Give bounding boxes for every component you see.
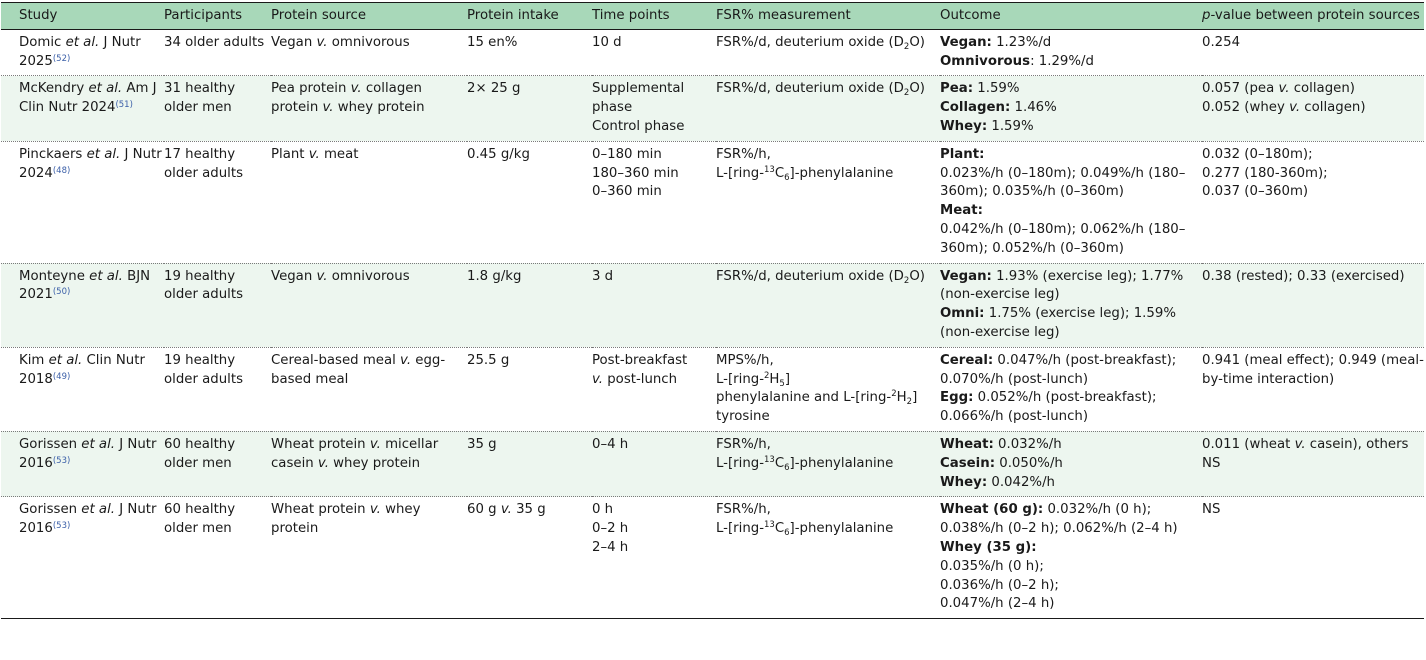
time-point: 0–360 min: [592, 184, 662, 200]
study-journal: J Nutr 2025: [19, 34, 141, 69]
outcome-entry: [940, 352, 1202, 390]
source-part: v.: [316, 34, 328, 50]
cell-participants: 31 healthy older men: [164, 76, 271, 141]
fsr-text: L-[ring-: [716, 165, 764, 181]
p-value-text: collagen): [1300, 100, 1366, 116]
study-journal: J Nutr 2016: [19, 502, 157, 537]
cell-protein-source: [271, 497, 467, 619]
study-author: Monteyne: [19, 268, 90, 284]
cell-time-points: [592, 497, 716, 619]
intake-part: 15 en%: [467, 34, 518, 50]
cell-p-value: [1202, 497, 1424, 619]
p-value-line: 0.941 (meal effect); 0.949 (meal-by-time interaction): [1202, 352, 1424, 387]
outcome-label: Egg:: [940, 390, 974, 406]
source-part: v.: [350, 81, 362, 97]
fsr-text: O): [909, 81, 925, 97]
study-journal: Clin Nutr 2018: [19, 352, 145, 387]
fsr-line: FSR%/h,: [716, 436, 771, 452]
outcome-text: 0.032%/h (0 h); 0.038%/h (0–2 h); 0.062%/h (2–4 h): [940, 502, 1178, 537]
study-etal: et al.: [88, 81, 123, 97]
study-ref: (51): [115, 100, 133, 111]
p-value-line: NS: [1202, 502, 1221, 518]
study-journal: BJN 2021: [19, 268, 151, 303]
study-etal: et al.: [65, 34, 100, 50]
study-etal: et al.: [86, 146, 121, 162]
source-part: collagen protein: [271, 81, 422, 116]
p-value-line: [1202, 436, 1424, 474]
p-value-text: 0.052 (whey: [1202, 100, 1290, 116]
outcome-text: 0.023%/h (0–180m); 0.049%/h (180–360m); 0.035%/h (0–360m): [940, 165, 1186, 200]
p-value-line: 0.254: [1202, 34, 1241, 50]
time-point: 3 d: [592, 268, 614, 284]
fsr-line: FSR%/h,: [716, 146, 771, 162]
outcome-text: 0.052%/h (post-breakfast); 0.066%/h (post-lunch): [940, 390, 1157, 425]
cell-study: [1, 263, 164, 347]
fsr-sub: 5: [779, 378, 785, 389]
cell-time-points: [592, 141, 716, 263]
p-value-line: [1202, 80, 1424, 99]
fsr-line: [716, 165, 940, 184]
cell-protein-intake: [467, 76, 592, 141]
fsr-text: H: [769, 371, 780, 387]
table-row: [1, 141, 1424, 263]
intake-part: 25.5 g: [467, 352, 510, 368]
study-ref: (50): [52, 287, 71, 298]
outcome-entry: [940, 474, 1202, 493]
cell-study: [1, 76, 164, 141]
header-protein-source: Protein source: [271, 3, 467, 30]
outcome-entry: [940, 268, 1202, 306]
outcome-label: Collagen:: [940, 100, 1011, 116]
fsr-line: [716, 371, 940, 390]
study-ref: (49): [52, 371, 71, 382]
cell-fsr-measurement: [716, 29, 940, 76]
table-row: [1, 497, 1424, 619]
fsr-text: L-[ring-: [716, 455, 764, 471]
header-row: [1, 3, 1424, 30]
source-part: whey protein: [271, 502, 421, 537]
fsr-line: MPS%/h,: [716, 352, 774, 368]
p-value-text: collagen): [1289, 81, 1355, 97]
cell-protein-intake: [467, 29, 592, 76]
outcome-text: 1.59%: [973, 81, 1020, 97]
outcome-entry: [940, 34, 1202, 53]
cell-protein-source: [271, 347, 467, 431]
study-ref: (48): [52, 165, 71, 176]
cell-p-value: [1202, 141, 1424, 263]
fsr-text: C: [774, 165, 785, 181]
fsr-text: FSR%/d, deuterium oxide (D: [716, 268, 904, 284]
cell-protein-source: [271, 431, 467, 496]
fsr-sub: 2: [906, 397, 913, 408]
outcome-label: Omni:: [940, 306, 985, 322]
outcome-entry: [940, 436, 1202, 455]
cell-fsr-measurement: [716, 431, 940, 496]
source-part: v.: [369, 436, 381, 452]
outcome-text: 1.93% (exercise leg); 1.77% (non-exercise leg): [940, 268, 1184, 303]
source-part: v.: [317, 455, 329, 471]
cell-outcome: [940, 263, 1202, 347]
p-value-line: 0.032 (0–180m);: [1202, 146, 1313, 162]
cell-outcome: [940, 141, 1202, 263]
source-part: Pea protein: [271, 81, 351, 97]
source-part: v.: [369, 502, 381, 518]
table-row: [1, 263, 1424, 347]
outcome-label: Vegan:: [940, 34, 992, 50]
fsr-text: ]-phenylalanine: [789, 521, 894, 537]
cell-time-points: [592, 431, 716, 496]
fsr-sub: 6: [784, 528, 790, 539]
cell-time-points: [592, 76, 716, 141]
cell-time-points: [592, 29, 716, 76]
outcome-text: 0.047%/h (post-breakfast); 0.070%/h (post-lunch): [940, 352, 1177, 387]
cell-fsr-measurement: [716, 76, 940, 141]
cell-outcome: [940, 497, 1202, 619]
header-outcome: Outcome: [940, 3, 1202, 30]
intake-part: 2× 25 g: [467, 81, 521, 97]
intake-part: 35 g: [467, 436, 497, 452]
cell-participants: 34 older adults: [164, 34, 265, 50]
fsr-text: L-[ring-: [716, 371, 764, 387]
fsr-text: O): [909, 268, 925, 284]
time-point: Control phase: [592, 118, 685, 134]
p-value-line: 0.38 (rested); 0.33 (exercised): [1202, 268, 1405, 284]
study-etal: et al.: [81, 436, 115, 452]
time-point: 0–4 h: [592, 436, 629, 452]
outcome-label: Plant:: [940, 146, 985, 162]
outcome-entry: [940, 389, 1202, 427]
table-row: [1, 431, 1424, 496]
study-ref: (53): [52, 521, 71, 532]
source-part: v.: [316, 268, 328, 284]
fsr-text: L-[ring-: [716, 521, 764, 537]
outcome-label: Casein:: [940, 455, 996, 471]
outcome-text: 0.042%/h: [987, 474, 1055, 490]
fsr-text: C: [774, 521, 785, 537]
fsr-text: ]: [784, 371, 791, 387]
time-text: post-lunch: [603, 371, 678, 387]
source-part: Wheat protein: [271, 436, 370, 452]
cell-protein-intake: [467, 141, 592, 263]
cell-protein-intake: [467, 431, 592, 496]
outcome-text: 1.46%: [1010, 100, 1057, 116]
fsr-sub: 6: [784, 172, 790, 183]
source-part: Wheat protein: [271, 502, 370, 518]
time-point: 2–4 h: [592, 539, 629, 555]
time-point: [592, 352, 716, 371]
source-part: Vegan: [271, 34, 317, 50]
source-part: egg-based meal: [271, 352, 446, 387]
outcome-entry: [940, 99, 1202, 118]
cell-protein-intake: [467, 347, 592, 431]
outcome-text: 1.23%/d: [991, 34, 1052, 50]
outcome-label: Vegan:: [940, 268, 992, 284]
outcome-line: 0.035%/h (0 h);: [940, 558, 1044, 574]
fsr-text: FSR%/d, deuterium oxide (D: [716, 81, 904, 97]
outcome-line: 0.036%/h (0–2 h);: [940, 577, 1059, 593]
outcome-entry: [940, 118, 1202, 137]
fsr-text: O): [909, 34, 925, 50]
p-value-v: v.: [1289, 100, 1301, 116]
outcome-label: Whey:: [940, 474, 988, 490]
fsr-line: [716, 520, 940, 539]
outcome-entry: [940, 80, 1202, 99]
fsr-line: FSR%/h,: [716, 502, 771, 518]
header-p-rest: -value between protein sources: [1210, 8, 1420, 23]
cell-outcome: [940, 347, 1202, 431]
fsr-text: C: [774, 455, 785, 471]
cell-time-points: [592, 347, 716, 431]
source-part: Vegan: [271, 268, 317, 284]
outcome-entry: [940, 146, 1202, 202]
p-value-v: v.: [1278, 81, 1290, 97]
time-text: Post-breakfast: [592, 352, 688, 368]
fsr-line: [716, 389, 940, 408]
p-value-text: 0.011 (wheat: [1202, 436, 1295, 452]
outcome-text: 1.59%: [987, 118, 1034, 134]
time-point: 0–180 min: [592, 146, 662, 162]
intake-part: v.: [500, 502, 512, 518]
cell-outcome: [940, 431, 1202, 496]
outcome-label: Meat:: [940, 203, 983, 219]
header-study: Study: [1, 3, 164, 30]
outcome-label: Pea:: [940, 81, 974, 97]
header-participants: Participants: [164, 3, 271, 30]
outcome-text: 0.050%/h: [995, 455, 1063, 471]
study-etal: et al.: [48, 352, 83, 368]
p-value-v: v.: [1294, 436, 1306, 452]
fsr-line: [716, 455, 940, 474]
source-part: v.: [308, 146, 320, 162]
cell-fsr-measurement: [716, 347, 940, 431]
p-value-line: [1202, 99, 1424, 118]
time-point: 0–2 h: [592, 521, 629, 537]
cell-outcome: [940, 76, 1202, 141]
cell-study: [1, 497, 164, 619]
cell-protein-source: [271, 29, 467, 76]
outcome-entry: [940, 53, 1202, 72]
time-v: v.: [592, 371, 604, 387]
studies-table: [1, 2, 1424, 619]
study-author: Gorissen: [19, 436, 82, 452]
cell-participants: 19 healthy older adults: [164, 263, 271, 347]
study-journal: J Nutr 2016: [19, 436, 157, 471]
source-part: omnivorous: [327, 34, 410, 50]
cell-p-value: [1202, 263, 1424, 347]
cell-fsr-measurement: [716, 263, 940, 347]
study-ref: (53): [52, 455, 71, 466]
fsr-text: ]: [912, 390, 918, 406]
study-etal: et al.: [81, 502, 115, 518]
outcome-label: Omnivorous: [940, 53, 1031, 69]
p-value-text: 0.057 (pea: [1202, 81, 1279, 97]
cell-protein-source: [271, 141, 467, 263]
cell-study: [1, 347, 164, 431]
intake-part: 60 g: [467, 502, 501, 518]
source-part: v.: [400, 352, 412, 368]
outcome-text: 0.032%/h: [993, 436, 1062, 452]
cell-study: [1, 431, 164, 496]
study-author: Domic: [19, 34, 66, 50]
header-protein-intake: Protein intake: [467, 3, 592, 30]
table-row: [1, 29, 1424, 76]
cell-time-points: [592, 263, 716, 347]
intake-part: 35 g: [511, 502, 546, 518]
fsr-sup: 13: [764, 164, 775, 175]
outcome-label: Cereal:: [940, 352, 994, 368]
fsr-sup: 13: [764, 454, 775, 465]
outcome-label: Wheat:: [940, 436, 994, 452]
p-value-text: casein), others NS: [1202, 436, 1409, 471]
study-ref: (52): [52, 53, 71, 64]
cell-fsr-measurement: [716, 497, 940, 619]
fsr-text: FSR%/d, deuterium oxide (D: [716, 34, 904, 50]
study-author: McKendry: [19, 81, 89, 97]
fsr-sub: 2: [903, 88, 910, 99]
cell-p-value: [1202, 76, 1424, 141]
fsr-sub: 2: [903, 275, 910, 286]
header-time-points: Time points: [592, 3, 716, 30]
source-part: omnivorous: [327, 268, 410, 284]
time-point: 0 h: [592, 502, 614, 518]
cell-study: [1, 29, 164, 76]
p-value-line: 0.037 (0–360m): [1202, 184, 1309, 200]
p-value-line: 0.277 (180-360m);: [1202, 165, 1328, 181]
fsr-text: phenylalanine and L-[ring-: [716, 390, 892, 406]
study-journal: J Nutr 2024: [19, 146, 162, 181]
fsr-line: tyrosine: [716, 409, 770, 425]
cell-participants: 60 healthy older men: [164, 431, 271, 496]
source-part: v.: [322, 100, 334, 116]
outcome-entry: [940, 539, 1202, 614]
fsr-text: ]-phenylalanine: [789, 455, 894, 471]
source-part: meat: [319, 146, 359, 162]
time-point: 10 d: [592, 34, 622, 50]
outcome-label: Wheat (60 g):: [940, 502, 1044, 518]
cell-protein-intake: [467, 497, 592, 619]
cell-outcome: [940, 29, 1202, 76]
cell-study: [1, 141, 164, 263]
header-p-value: [1202, 3, 1424, 30]
source-part: Cereal-based meal: [271, 352, 401, 368]
cell-p-value: [1202, 431, 1424, 496]
study-author: Kim: [19, 352, 49, 368]
source-part: Plant: [271, 146, 309, 162]
header-fsr-measurement: FSR% measurement: [716, 3, 940, 30]
study-etal: et al.: [89, 268, 123, 284]
study-author: Gorissen: [19, 502, 82, 518]
table-row: [1, 76, 1424, 141]
intake-part: 0.45 g/kg: [467, 146, 530, 162]
time-point: Supplemental phase: [592, 81, 685, 116]
outcome-entry: [940, 305, 1202, 343]
cell-protein-intake: [467, 263, 592, 347]
fsr-sub: 6: [784, 462, 790, 473]
time-point: 180–360 min: [592, 165, 679, 181]
cell-p-value: [1202, 347, 1424, 431]
cell-fsr-measurement: [716, 141, 940, 263]
source-part: whey protein: [333, 100, 425, 116]
header-p-italic: p: [1202, 8, 1211, 23]
source-part: micellar casein: [271, 436, 439, 471]
cell-participants: 60 healthy older men: [164, 497, 271, 619]
table-row: [1, 347, 1424, 431]
outcome-text: 0.042%/h (0–180m); 0.062%/h (180–360m); 0.052%/h (0–360m): [940, 221, 1186, 256]
fsr-sup: 2: [891, 389, 897, 400]
cell-protein-source: [271, 263, 467, 347]
outcome-text: 1.75% (exercise leg); 1.59% (non-exercise leg): [940, 306, 1176, 340]
outcome-label: Whey (35 g):: [940, 539, 1037, 555]
cell-p-value: [1202, 29, 1424, 76]
study-author: Pinckaers: [19, 146, 87, 162]
outcome-text: : 1.29%/d: [1030, 53, 1094, 69]
cell-protein-source: [271, 76, 467, 141]
cell-participants: 19 healthy older adults: [164, 347, 271, 431]
cell-participants: 17 healthy older adults: [164, 141, 271, 263]
outcome-entry: [940, 202, 1202, 258]
fsr-text: ]-phenylalanine: [789, 165, 894, 181]
fsr-sup: 2: [764, 370, 770, 381]
fsr-text: H: [896, 390, 907, 406]
outcome-entry: [940, 455, 1202, 474]
outcome-line: 0.047%/h (2–4 h): [940, 596, 1055, 612]
outcome-entry: [940, 501, 1202, 539]
outcome-label: Whey:: [940, 118, 988, 134]
fsr-sub: 2: [903, 41, 910, 52]
time-point: [592, 371, 716, 390]
intake-part: 1.8 g/kg: [467, 268, 522, 284]
fsr-sup: 13: [764, 520, 775, 531]
source-part: whey protein: [328, 455, 421, 471]
study-journal: Am J Clin Nutr 2024: [19, 81, 157, 116]
